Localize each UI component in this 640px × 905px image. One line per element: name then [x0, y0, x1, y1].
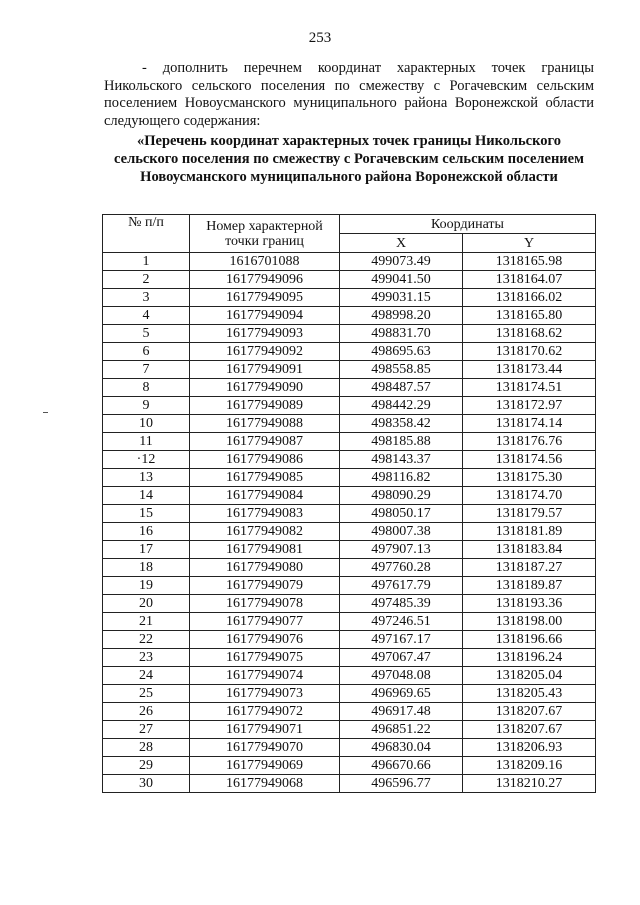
cell-x: 496830.04	[340, 739, 463, 757]
cell-y: 1318165.98	[463, 253, 596, 271]
header-coordinates: Координаты	[340, 215, 596, 234]
table-body	[103, 253, 596, 793]
cell-number: 14	[103, 487, 190, 505]
cell-point-id: 16177949075	[190, 649, 340, 667]
cell-y: 1318181.89	[463, 523, 596, 541]
cell-point-id: 16177949071	[190, 721, 340, 739]
cell-x: 498442.29	[340, 397, 463, 415]
cell-x: 499031.15	[340, 289, 463, 307]
cell-x: 499041.50	[340, 271, 463, 289]
cell-x: 498831.70	[340, 325, 463, 343]
cell-y: 1318173.44	[463, 361, 596, 379]
cell-x: 498558.85	[340, 361, 463, 379]
cell-y: 1318170.62	[463, 343, 596, 361]
table-row	[103, 595, 596, 613]
cell-x: 498185.88	[340, 433, 463, 451]
table-row	[103, 307, 596, 325]
table-row	[103, 739, 596, 757]
table-row	[103, 613, 596, 631]
cell-point-id: 16177949088	[190, 415, 340, 433]
cell-x: 496596.77	[340, 775, 463, 793]
cell-point-id: 16177949072	[190, 703, 340, 721]
cell-x: 496670.66	[340, 757, 463, 775]
cell-x: 497048.08	[340, 667, 463, 685]
cell-y: 1318168.62	[463, 325, 596, 343]
cell-point-id: 1616701088	[190, 253, 340, 271]
cell-number: 9	[103, 397, 190, 415]
cell-x: 498143.37	[340, 451, 463, 469]
cell-point-id: 16177949076	[190, 631, 340, 649]
cell-x: 498358.42	[340, 415, 463, 433]
cell-number: 8	[103, 379, 190, 397]
cell-y: 1318174.56	[463, 451, 596, 469]
cell-x: 498116.82	[340, 469, 463, 487]
cell-point-id: 16177949086	[190, 451, 340, 469]
cell-point-id: 16177949069	[190, 757, 340, 775]
page-number: 253	[308, 30, 332, 46]
cell-number: 28	[103, 739, 190, 757]
table-row	[103, 505, 596, 523]
cell-x: 498998.20	[340, 307, 463, 325]
header-number: № п/п	[103, 215, 190, 253]
cell-y: 1318187.27	[463, 559, 596, 577]
cell-x: 498090.29	[340, 487, 463, 505]
cell-number: 26	[103, 703, 190, 721]
cell-point-id: 16177949096	[190, 271, 340, 289]
cell-x: 496851.22	[340, 721, 463, 739]
cell-number: 18	[103, 559, 190, 577]
cell-y: 1318164.07	[463, 271, 596, 289]
header-x: X	[340, 234, 463, 253]
table-row	[103, 649, 596, 667]
table-row	[103, 667, 596, 685]
coordinates-table-wrapper	[102, 214, 596, 793]
cell-point-id: 16177949082	[190, 523, 340, 541]
cell-point-id: 16177949070	[190, 739, 340, 757]
cell-y: 1318174.14	[463, 415, 596, 433]
cell-y: 1318207.67	[463, 721, 596, 739]
cell-y: 1318183.84	[463, 541, 596, 559]
cell-x: 497485.39	[340, 595, 463, 613]
table-row	[103, 685, 596, 703]
cell-x: 497067.47	[340, 649, 463, 667]
table-row	[103, 721, 596, 739]
table-row	[103, 289, 596, 307]
cell-x: 496917.48	[340, 703, 463, 721]
cell-number: 5	[103, 325, 190, 343]
cell-y: 1318165.80	[463, 307, 596, 325]
cell-y: 1318207.67	[463, 703, 596, 721]
cell-point-id: 16177949094	[190, 307, 340, 325]
cell-number: 30	[103, 775, 190, 793]
cell-y: 1318174.70	[463, 487, 596, 505]
table-title: «Перечень координат характерных точек границы Никольского сельского поселения по смежеству с Рогачевским сельским поселением Новоусманского муниципального района Воронежской области	[114, 133, 584, 185]
cell-y: 1318193.36	[463, 595, 596, 613]
cell-x: 498007.38	[340, 523, 463, 541]
cell-number: 2	[103, 271, 190, 289]
cell-y: 1318174.51	[463, 379, 596, 397]
cell-point-id: 16177949078	[190, 595, 340, 613]
cell-point-id: 16177949091	[190, 361, 340, 379]
table-row	[103, 523, 596, 541]
table-row	[103, 775, 596, 793]
cell-number: 4	[103, 307, 190, 325]
cell-number: 29	[103, 757, 190, 775]
cell-y: 1318172.97	[463, 397, 596, 415]
cell-y: 1318205.04	[463, 667, 596, 685]
cell-number: 23	[103, 649, 190, 667]
cell-point-id: 16177949092	[190, 343, 340, 361]
cell-number: 24	[103, 667, 190, 685]
cell-number: 11	[103, 433, 190, 451]
cell-number: 22	[103, 631, 190, 649]
cell-y: 1318189.87	[463, 577, 596, 595]
table-row	[103, 343, 596, 361]
header-point-id: Номер характерной точки границ	[190, 215, 340, 253]
cell-point-id: 16177949093	[190, 325, 340, 343]
cell-point-id: 16177949087	[190, 433, 340, 451]
table-row	[103, 631, 596, 649]
cell-x: 497167.17	[340, 631, 463, 649]
cell-y: 1318166.02	[463, 289, 596, 307]
cell-y: 1318196.66	[463, 631, 596, 649]
cell-number: 13	[103, 469, 190, 487]
cell-y: 1318196.24	[463, 649, 596, 667]
cell-point-id: 16177949081	[190, 541, 340, 559]
table-row	[103, 415, 596, 433]
margin-mark	[43, 412, 48, 413]
cell-number: 27	[103, 721, 190, 739]
cell-y: 1318175.30	[463, 469, 596, 487]
cell-x: 497617.79	[340, 577, 463, 595]
cell-number: 19	[103, 577, 190, 595]
cell-y: 1318210.27	[463, 775, 596, 793]
cell-number: 17	[103, 541, 190, 559]
cell-x: 498695.63	[340, 343, 463, 361]
table-row	[103, 325, 596, 343]
cell-x: 499073.49	[340, 253, 463, 271]
table-row	[103, 451, 596, 469]
cell-number: 6	[103, 343, 190, 361]
table-row	[103, 577, 596, 595]
cell-x: 497760.28	[340, 559, 463, 577]
table-row	[103, 487, 596, 505]
cell-point-id: 16177949085	[190, 469, 340, 487]
table-row	[103, 703, 596, 721]
table-row	[103, 379, 596, 397]
cell-number: 16	[103, 523, 190, 541]
cell-x: 497246.51	[340, 613, 463, 631]
table-row	[103, 541, 596, 559]
cell-point-id: 16177949080	[190, 559, 340, 577]
cell-number: 25	[103, 685, 190, 703]
table-row	[103, 271, 596, 289]
cell-x: 498050.17	[340, 505, 463, 523]
cell-x: 498487.57	[340, 379, 463, 397]
cell-number: 1	[103, 253, 190, 271]
cell-x: 496969.65	[340, 685, 463, 703]
cell-point-id: 16177949095	[190, 289, 340, 307]
table-row	[103, 757, 596, 775]
coordinates-table	[102, 214, 596, 793]
table-row	[103, 433, 596, 451]
table-row	[103, 469, 596, 487]
table-row	[103, 397, 596, 415]
cell-point-id: 16177949083	[190, 505, 340, 523]
cell-number: 20	[103, 595, 190, 613]
cell-y: 1318209.16	[463, 757, 596, 775]
cell-number: 7	[103, 361, 190, 379]
cell-x: 497907.13	[340, 541, 463, 559]
cell-y: 1318206.93	[463, 739, 596, 757]
cell-number: 10	[103, 415, 190, 433]
table-row	[103, 253, 596, 271]
header-y: Y	[463, 234, 596, 253]
cell-y: 1318176.76	[463, 433, 596, 451]
cell-y: 1318205.43	[463, 685, 596, 703]
cell-point-id: 16177949084	[190, 487, 340, 505]
cell-number: ·12	[103, 451, 190, 469]
table-row	[103, 559, 596, 577]
cell-y: 1318179.57	[463, 505, 596, 523]
cell-point-id: 16177949090	[190, 379, 340, 397]
intro-paragraph: - дополнить перечнем координат характерных точек границы Никольского сельского поселения по смежеству с Рогачевским сельским поселением Новоусманского муниципального района Воронежской области следующего содержания:	[104, 60, 594, 129]
cell-point-id: 16177949074	[190, 667, 340, 685]
cell-point-id: 16177949079	[190, 577, 340, 595]
cell-point-id: 16177949089	[190, 397, 340, 415]
cell-number: 15	[103, 505, 190, 523]
cell-number: 21	[103, 613, 190, 631]
cell-point-id: 16177949068	[190, 775, 340, 793]
cell-point-id: 16177949073	[190, 685, 340, 703]
cell-point-id: 16177949077	[190, 613, 340, 631]
cell-y: 1318198.00	[463, 613, 596, 631]
cell-number: 3	[103, 289, 190, 307]
table-row	[103, 361, 596, 379]
